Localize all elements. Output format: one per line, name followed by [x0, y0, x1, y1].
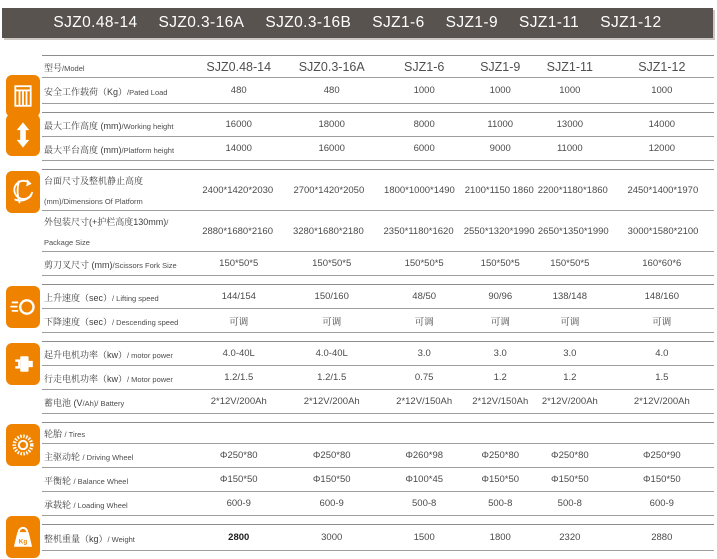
value-cell: 3.0 — [417, 348, 431, 359]
value-cell: 150*50*5 — [404, 258, 444, 269]
value-cell: 2400*1420*2030 — [202, 184, 274, 196]
value-cell: 90/96 — [488, 291, 513, 302]
value-cell: Φ100*45 — [405, 474, 444, 485]
value-cell: 150*50*5 — [550, 258, 590, 269]
value-cell: 1800 — [489, 532, 511, 543]
value-cell: 2200*1180*1860 — [537, 184, 608, 196]
value-cell: 14000 — [648, 119, 676, 130]
value-cell: 2450*1400*1970 — [627, 184, 699, 196]
value-cell: Φ150*50 — [312, 474, 351, 485]
banner-model: SJZ0.3-16B — [265, 14, 352, 31]
row-label: 轮胎 / Tires — [44, 429, 86, 439]
value-cell: 500-8 — [557, 498, 582, 509]
spec-row — [42, 468, 714, 492]
row-label: 台面尺寸及整机静止高度 (mm)/Dimensions Of Platform — [44, 176, 144, 206]
spec-row — [42, 113, 714, 137]
value-cell: Φ150*50 — [219, 474, 258, 485]
value-cell: 2550*1320*1990 — [463, 225, 535, 237]
value-cell: 2700*1420*2050 — [293, 184, 365, 196]
spec-row — [42, 211, 714, 252]
row-label: 行走电机功率（kw）/ Motor power — [44, 373, 173, 384]
spec-section-5 — [0, 341, 717, 414]
value-cell: 2*12V/200Ah — [210, 396, 267, 407]
model-name-cell: SJZ1-6 — [404, 59, 445, 74]
section-rows — [42, 55, 714, 104]
value-cell: 1000 — [489, 85, 511, 96]
value-cell: Φ150*50 — [550, 474, 589, 485]
spec-section-6 — [0, 422, 717, 516]
value-cell: 2320 — [559, 532, 581, 543]
value-cell: 3000 — [321, 532, 343, 543]
banner-model: SJZ1-11 — [518, 14, 580, 31]
value-cell: 16000 — [318, 143, 345, 154]
svg-text:Kg: Kg — [18, 538, 28, 546]
value-cell: 11000 — [556, 143, 583, 154]
value-cell: 48/50 — [412, 291, 437, 302]
value-cell: 2880 — [651, 532, 673, 543]
value-cell: 1.2/1.5 — [224, 372, 254, 383]
value-cell: 3.0 — [563, 348, 577, 359]
row-label: 平衡轮 / Balance Wheel — [44, 475, 129, 486]
spec-row — [42, 78, 714, 104]
value-cell: 150/160 — [314, 291, 349, 302]
value-cell: 2*12V/200Ah — [303, 396, 360, 407]
value-cell: 可调 — [229, 316, 249, 328]
value-cell: 9000 — [489, 143, 511, 154]
value-cell: 2*12V/200Ah — [633, 396, 690, 407]
value-cell: 144/154 — [221, 291, 256, 302]
section-rows — [42, 284, 714, 333]
value-cell: 1.2 — [563, 372, 577, 383]
value-cell: 3.0 — [493, 348, 507, 359]
row-label: 剪刀叉尺寸 (mm)/Scissors Fork Size — [44, 259, 177, 270]
spec-row — [42, 444, 714, 468]
row-label: 蓄电池 (V/Ah)/ Battery — [44, 397, 125, 408]
value-cell: 150*50*5 — [312, 258, 352, 269]
model-name-cell: SJZ0.3-16A — [298, 59, 365, 74]
banner-model: SJZ1-9 — [445, 14, 498, 31]
value-cell: 480 — [323, 85, 340, 96]
spec-row — [42, 525, 714, 551]
value-cell: Φ250*90 — [642, 450, 681, 461]
value-cell: Φ250*80 — [312, 450, 351, 461]
value-cell: 14000 — [225, 143, 252, 154]
model-name-cell: SJZ1-12 — [638, 59, 686, 74]
value-cell: 1.2/1.5 — [317, 372, 347, 383]
spec-section-7 — [0, 524, 717, 551]
up-down-arrow-icon — [6, 114, 40, 156]
value-cell: 1.5 — [655, 372, 669, 383]
value-cell: 可调 — [560, 316, 580, 328]
model-banner — [2, 8, 713, 38]
value-cell: 13000 — [556, 119, 584, 130]
tire-icon — [6, 424, 40, 466]
spec-row — [42, 390, 714, 414]
row-label: 承载轮 / Loading Wheel — [44, 499, 128, 510]
banner-model: SJZ1-6 — [372, 14, 425, 31]
power-plug-icon — [6, 343, 40, 385]
value-cell: 可调 — [414, 316, 434, 328]
value-cell: 0.75 — [414, 372, 434, 383]
spec-section-3 — [0, 169, 717, 276]
value-cell: 6000 — [413, 143, 435, 154]
row-label: 型号/Model — [44, 62, 85, 73]
spec-section-4 — [0, 284, 717, 333]
spec-section-2 — [0, 112, 717, 161]
value-cell: 2*12V/150Ah — [396, 396, 453, 407]
spec-row — [42, 137, 714, 161]
value-cell: 4.0-40L — [222, 348, 255, 359]
spec-row — [42, 423, 714, 444]
value-cell: Φ250*80 — [219, 450, 258, 461]
section-rows — [42, 341, 714, 414]
model-name-cell: SJZ0.48-14 — [206, 59, 272, 74]
value-cell: 600-9 — [649, 498, 674, 509]
value-cell: Φ260*98 — [405, 450, 444, 461]
value-cell: 4.0 — [655, 348, 669, 359]
value-cell: 可调 — [652, 316, 672, 328]
value-cell: 1000 — [651, 85, 673, 96]
value-cell: 480 — [230, 85, 247, 96]
row-label: 整机重量（kg）/ Weight — [44, 533, 135, 544]
row-label: 最大平台高度 (mm)/Platform height — [44, 144, 175, 155]
value-cell: 18000 — [318, 119, 345, 130]
value-cell: 3000*1580*2100 — [627, 225, 699, 237]
value-cell: 150*50*5 — [480, 258, 520, 269]
model-name-cell: SJZ1-11 — [546, 59, 593, 74]
row-label: 下降速度（sec）/ Descending speed — [44, 316, 179, 327]
value-cell: 16000 — [225, 119, 252, 130]
banner-model: SJZ0.48-14 — [53, 14, 138, 31]
value-cell: 3280*1680*2180 — [292, 225, 364, 237]
value-cell: Φ250*80 — [481, 450, 520, 461]
value-cell: 150*50*5 — [219, 258, 259, 269]
value-cell: 2*12V/200Ah — [541, 396, 598, 407]
weight-kg-icon — [6, 516, 40, 558]
value-cell: 1000 — [559, 85, 581, 96]
row-label: 外包装尺寸(+护栏高度130mm)/ Package Size — [44, 217, 169, 247]
value-cell: 1000 — [413, 85, 435, 96]
spec-row — [42, 342, 714, 366]
value-cell: 148/160 — [644, 291, 679, 302]
value-cell: 4.0-40L — [315, 348, 348, 359]
banner-model: SJZ0.3-16A — [158, 14, 245, 31]
value-cell: 500-8 — [488, 498, 513, 509]
value-cell: 1500 — [413, 532, 435, 543]
section-rows — [42, 524, 714, 551]
spec-section-1 — [0, 55, 717, 104]
value-cell: 2*12V/150Ah — [472, 396, 529, 407]
spec-row — [42, 252, 714, 276]
spec-row — [42, 366, 714, 390]
value-cell: 1.2 — [493, 372, 507, 383]
speed-icon — [6, 286, 40, 328]
value-cell: Φ150*50 — [481, 474, 520, 485]
value-cell: 2800 — [228, 532, 250, 543]
value-cell: 2650*1350*1990 — [537, 225, 609, 237]
model-name-cell: SJZ1-9 — [480, 59, 521, 74]
spec-row — [42, 309, 714, 333]
value-cell: 12000 — [648, 143, 676, 154]
value-cell: 2100*1150 1860 — [464, 184, 534, 196]
value-cell: 2350*1180*1620 — [383, 225, 454, 237]
value-cell: Φ250*80 — [550, 450, 589, 461]
value-cell: 600-9 — [226, 498, 251, 509]
section-rows — [42, 422, 714, 516]
value-cell: 8000 — [413, 119, 435, 130]
value-cell: 2880*1680*2160 — [202, 225, 273, 237]
section-rows — [42, 112, 714, 161]
value-cell: 160*60*6 — [642, 258, 682, 269]
section-rows — [42, 169, 714, 276]
row-label: 上升速度（sec）/ Lifting speed — [44, 292, 159, 303]
spec-row — [42, 492, 714, 516]
value-cell: 11000 — [487, 119, 514, 130]
value-cell: Φ150*50 — [642, 474, 681, 485]
row-label: 最大工作高度 (mm)/Working height — [44, 120, 174, 131]
value-cell: 600-9 — [319, 498, 344, 509]
value-cell: 1800*1000*1490 — [384, 184, 455, 196]
dimensions-icon — [6, 171, 40, 213]
row-label: 安全工作载荷（Kg）/Pated Load — [44, 86, 168, 97]
spec-row — [42, 285, 714, 309]
spec-row — [42, 170, 714, 211]
model-header-row — [42, 56, 714, 78]
value-cell: 500-8 — [412, 498, 437, 509]
value-cell: 138/148 — [552, 291, 587, 302]
spec-table — [0, 55, 717, 559]
value-cell: 可调 — [322, 316, 342, 328]
row-label: 主驱动轮 / Driving Wheel — [44, 451, 134, 462]
guardrail-platform-icon — [6, 75, 40, 117]
row-label: 起升电机功率（kw）/ motor power — [44, 349, 173, 360]
banner-model: SJZ1-12 — [600, 14, 662, 31]
value-cell: 可调 — [490, 316, 510, 328]
